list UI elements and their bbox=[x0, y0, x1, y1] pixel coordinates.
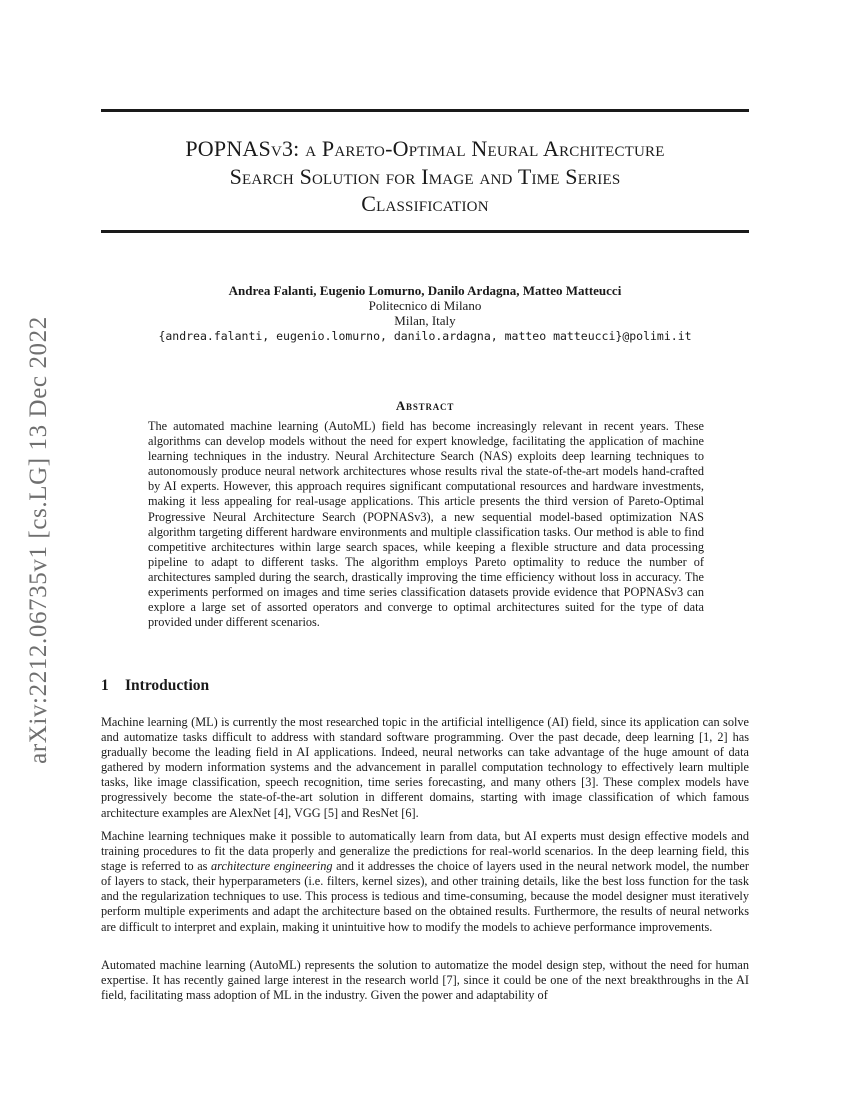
intro-paragraph-1: Machine learning (ML) is currently the most researched topic in the artificial intelligence (AI) field, since its application can solve and automatize tasks difficult to address with standard software programming. Over the past decade, deep learning [1, 2] has gradually become the leading field in AI applications. Indeed, neural networks can take advantage of the huge amount of data gathered by modern information systems and the advancement in parallel computation technology to effectively learn multiple tasks, like image classification, speech recognition, time series forecasting, and many others [3]. These complex models have progressively become the state-of-the-art solution in different domains, starting with image classification of which famous architecture examples are AlexNet [4], VGG [5] and ResNet [6]. bbox=[101, 715, 749, 820]
title-popnas: POPNAS bbox=[185, 136, 271, 161]
emphasis-architecture-engineering: architecture engineering bbox=[211, 859, 333, 874]
abstract-heading: Abstract bbox=[395, 398, 455, 413]
title-line-1-text: a Pareto-Optimal Neural Architecture bbox=[305, 136, 665, 161]
paragraph-2-before: Machine learning techniques make it possible to automatically learn from data, but AI experts must design effective models and training procedures to fit the data properly and generalize the predictions for real-world scenarios. In the deep learning field, this stage is referred to as bbox=[101, 829, 749, 874]
section-heading bbox=[101, 677, 209, 695]
affiliation-location: Milan, Italy bbox=[394, 313, 456, 328]
section-title: Introduction bbox=[125, 677, 210, 694]
author-list: Andrea Falanti, Eugenio Lomurno, Danilo Ardagna, Matteo Matteucci bbox=[228, 283, 622, 298]
paragraph-2-after: and it addresses the choice of layers used in the neural network model, the number of layers to stack, their hyperparameters (i.e. filters, kernel sizes), and other training details, like the best loss function for the task and the regularization techniques to use. This process is tedious and time-consuming, because the model designer must iteratively perform multiple experiments and adapt the architecture based on the obtained results. Furthermore, the results of neural networks are difficult to interpret and explain, making it unintuitive how to modify the models to achieve performance improvements. bbox=[101, 859, 749, 934]
author-emails: {andrea.falanti, eugenio.lomurno, danilo.ardagna, matteo matteucci}@polimi.it bbox=[158, 329, 692, 343]
title-top-rule bbox=[101, 109, 749, 112]
affiliation-institution: Politecnico di Milano bbox=[368, 298, 482, 313]
title-colon: : bbox=[293, 136, 306, 161]
abstract-body: The automated machine learning (AutoML) field has become increasingly relevant in recent years. These algorithms can develop models without the need for expert knowledge, facilitating the application of machine learning techniques in the industry. Neural Architecture Search (NAS) exploits deep learning techniques to autonomously produce neural network architectures whose results rival the state-of-the-art models hand-crafted by AI experts. However, this approach requires significant computational resources and hardware investments, making it less appealing for real-usage applications. This article presents the third version of Pareto-Optimal Progressive Neural Architecture Search (POPNASv3), a new sequential model-based optimization NAS algorithm targeting different hardware environments and multiple classification tasks. Our method is able to find competitive architectures within large search spaces, while keeping a flexible structure and data processing pipeline to adapt to different tasks. The algorithm employs Pareto optimality to reduce the number of architectures sampled during the search, drastically improving the time efficiency without loss in accuracy. The experiments performed on images and time series classification datasets provide evidence that POPNASv3 can explore a large set of assorted operators and converge to optimal architectures suited for the type of data provided under different scenarios. bbox=[148, 419, 704, 630]
intro-paragraph-2 bbox=[101, 829, 749, 935]
intro-paragraph-3: Automated machine learning (AutoML) represents the solution to automatize the model design step, without the need for human expertise. It has recently gained large interest in the research world [7], since it could be one of the next breakthroughs in the AI field, facilitating mass adoption of ML in the industry. Given the power and adaptability of bbox=[101, 958, 749, 1003]
title-version: v3 bbox=[270, 136, 294, 161]
paper-title-line-1 bbox=[101, 135, 749, 163]
paper-title-line-3: Classification bbox=[361, 191, 489, 216]
section-number: 1 bbox=[101, 677, 109, 694]
title-bottom-rule bbox=[101, 230, 749, 233]
arxiv-side-stamp: arXiv:2212.06735v1 [cs.LG] 13 Dec 2022 bbox=[25, 316, 52, 764]
paper-title-line-2: Search Solution for Image and Time Series bbox=[229, 164, 621, 189]
